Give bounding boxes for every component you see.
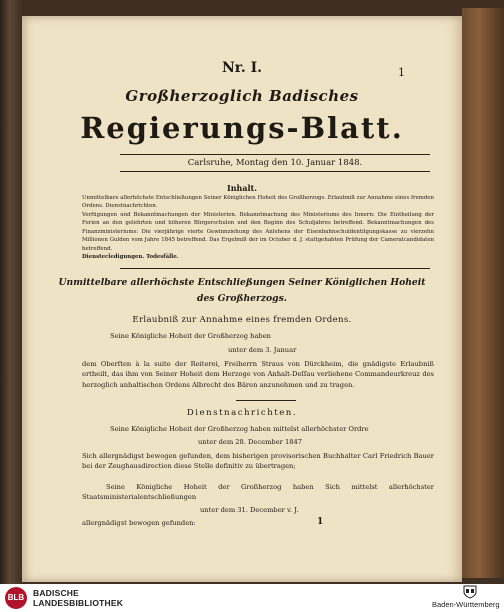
publication-title: Regierungs-Blatt. [80,111,404,145]
library-name-line-1: BADISCHE [33,588,79,598]
library-name-line-2: LANDESBIBLIOTHEK [33,598,124,608]
book-spine-left [0,0,24,584]
contents-heading: Inhalt. [226,183,258,193]
library-name [33,588,123,608]
baden-wuerttemberg-crest-icon [462,585,478,599]
service-news-heading: Dienstnachrichten. [186,408,298,418]
service-date-2: unter dem 31. December v. J. [200,506,299,514]
contents-paragraph-1: Unmittelbare allerhöchste Entschließungen Seiner Königlichen Hoheit des Großherzogs. Erlaubniß zur Annahme eines fremden Ordens. Dienstnachrichten. [82,195,434,210]
section-heading-line-2: des Großherzogs. [197,293,287,304]
issue-number: Nr. I. [221,60,263,76]
order-heading: Erlaubniß zur Annahme eines fremden Ordens. [132,315,352,325]
page-number: 1 [398,66,405,79]
service-body-1: Sich allergnädigst bewogen gefunden, dem bisherigen provisorischen Buchhalter Carl Friedrich Bauer bei der Zeughausdirection diese Stelle definitiv zu übertragen; [82,452,434,471]
contents-rule [120,268,430,269]
service-date-1: unter dem 28. December 1847 [198,438,302,446]
book-cover-edge-right [462,8,504,578]
publication-subtitle: Großherzoglich Badisches [125,87,359,105]
order-body: dem Oberſten à la suite der Reiterei, Freiherrn Straus von Dürckheim, die gnädigste Erlaubniß ertheilt, das ihm von Seiner Hoheit dem Herzoge von Anhalt-Deſſau verliehene Commandeurkreuz des herzoglich anhaltischen Ordens Albrecht des Bären anzunehmen und zu tragen. [82,360,434,389]
section-separator [236,400,296,401]
service-line-4: allergnädigst bewogen gefunden: [82,519,196,527]
blb-logo: BLB [5,587,27,609]
order-date: unter dem 3. Januar [228,346,297,354]
folio-number: 1 [317,517,324,527]
library-footer [0,584,504,612]
header-rule-top [120,154,430,155]
state-label: Baden-Württemberg [432,600,500,609]
service-body-2: Seine Königliche Hoheit der Großherzog haben Sich mittelst allerhöchster Staatsministerialentschließungen [82,483,434,502]
scanned-page [22,16,462,582]
order-line-1: Seine Königliche Hoheit der Großherzog haben [110,332,271,340]
section-heading-line-1: Unmittelbare allerhöchste Entschließungen Seiner Königlichen Hoheit [58,277,426,288]
contents-paragraph-2: Verfügungen und Bekanntmachungen der Ministerien. Bekanntmachung des Ministeriums des Innern: Die Eintheilung der Ferien an den gelehrten und höheren Bürgerschulen und den Beginn des Schuljahres betreffend. Bekanntmachungen des Finanzministeriums: Die vierjährige vierte Gewinnziehung des Anlehens der Eisenbahnschuldentilgungskasse zu vierzehn Millionen Gulden vom Jahre 1845 betreffend. Das Ergebniß der im October d. J. stattgehabten Prüfung der Cameralcandidaten betreffend. [82,212,434,252]
dateline: Carlsruhe, Montag den 10. Januar 1848. [187,158,363,168]
contents-paragraph-3: Dienstecledigungen. Todesfälle. [82,254,179,260]
service-line-1: Seine Königliche Hoheit der Großherzog haben mittelst allerhöchster Ordre [110,425,369,433]
header-rule-bottom [120,171,430,172]
